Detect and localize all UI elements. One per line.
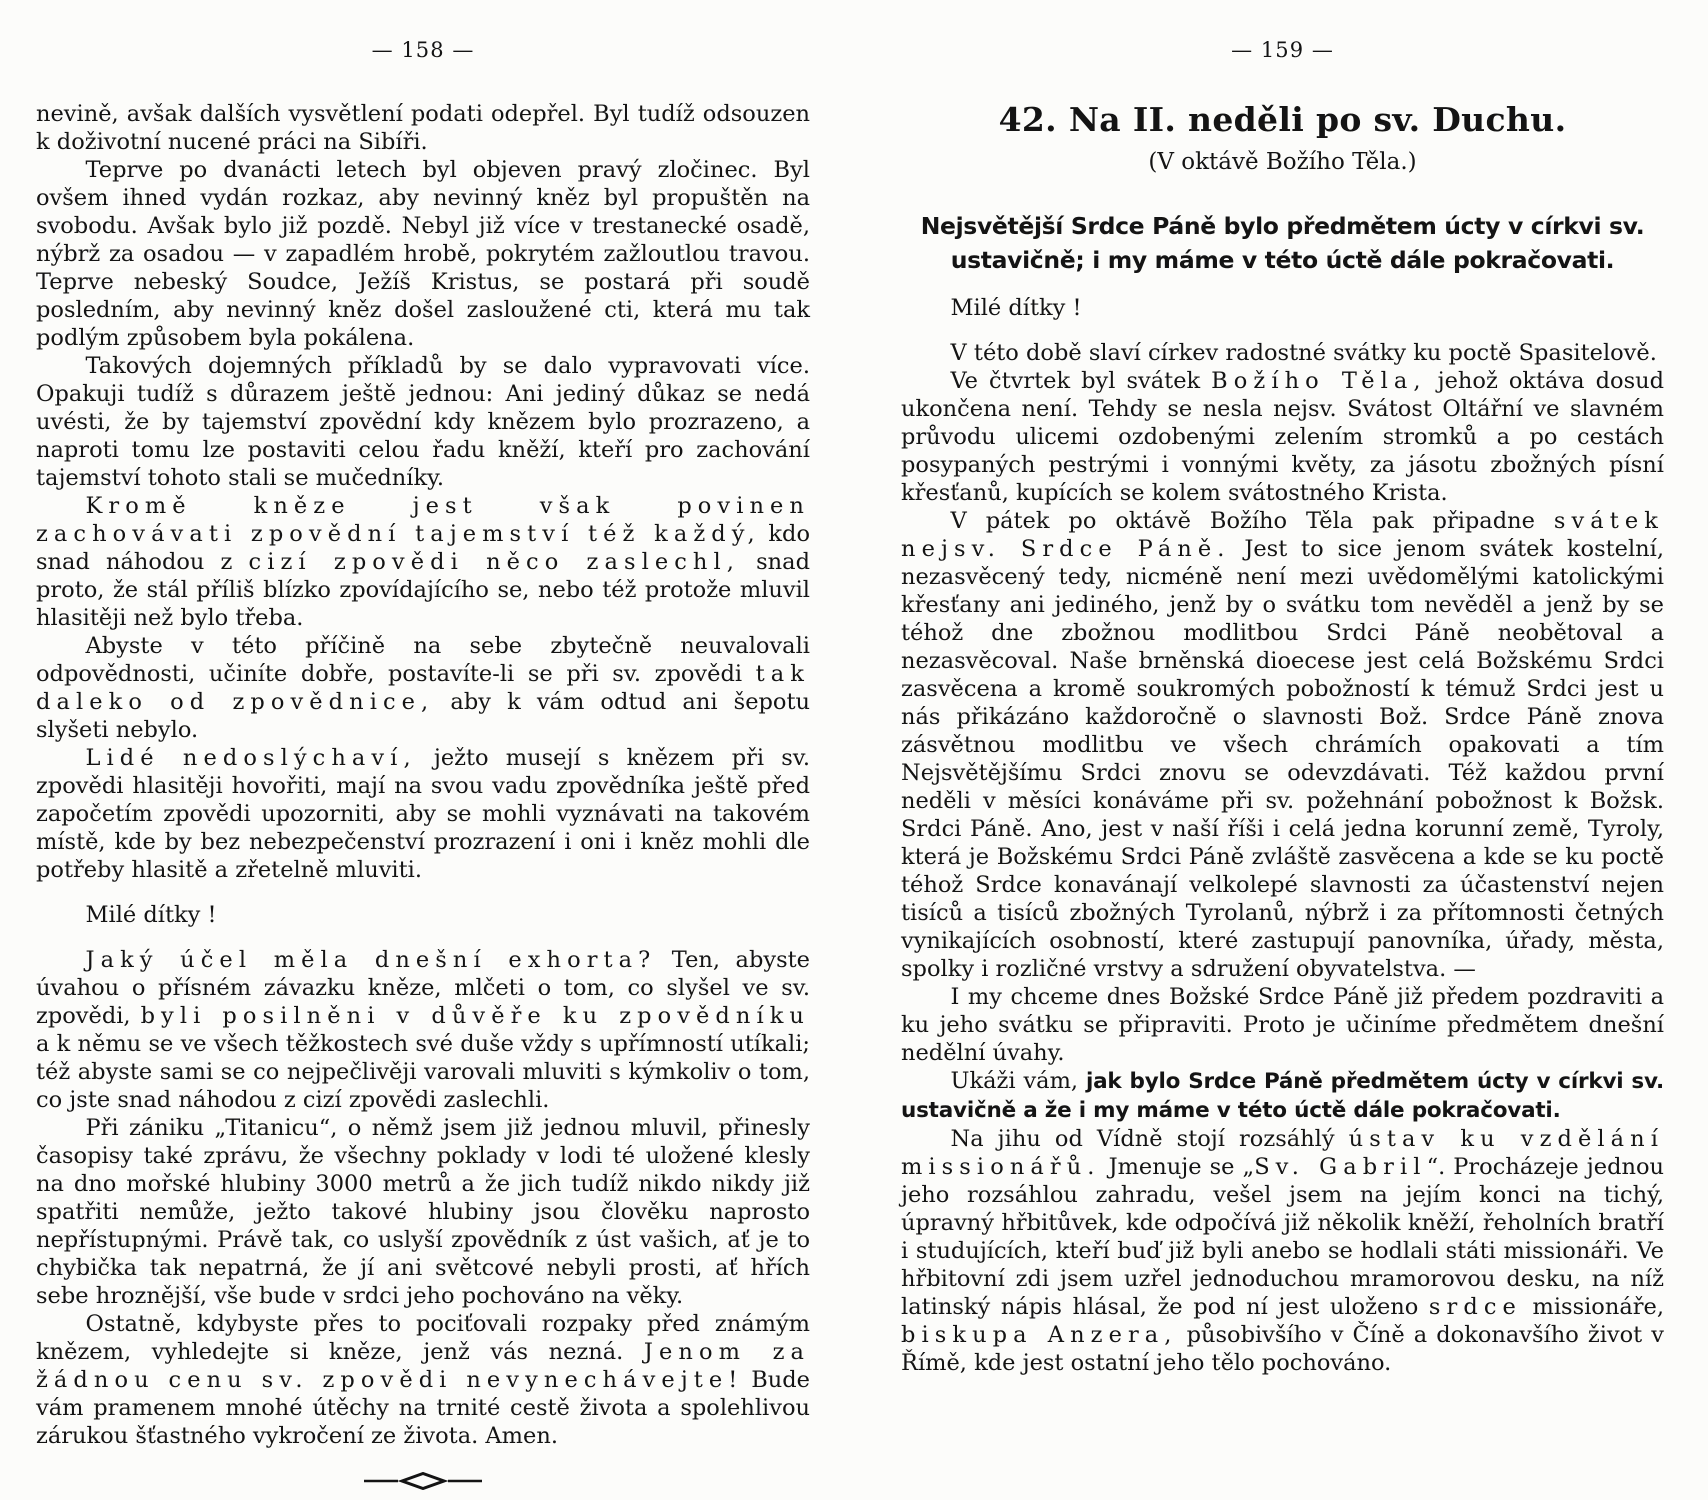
text-segment-spaced: Sv. Gabril [1254, 1154, 1427, 1180]
text-segment-normal: nevině, avšak dalších vysvětlení podati odepřel. Byl tudíž odsouzen k doživotní nucené práci na Sibíři. [36, 101, 810, 155]
paragraph [901, 367, 1664, 507]
thesis-heading-line-1: Nejsvětější Srdce Páně bylo předmětem úcty v církvi sv. [920, 212, 1645, 240]
page-159 [901, 38, 1664, 1377]
page-158 [36, 38, 810, 1494]
text-segment-spaced: Jaký účel měla dnešní exhorta? [85, 947, 657, 973]
text-segment-normal: Abyste v této příčině na sebe zbytečně neuvalovali odpovědnosti, učiníte dobře, postavíte-li se při sv. zpovědi [36, 633, 810, 687]
text-segment-spaced: tak daleko od zpovědnice, [36, 661, 810, 715]
text-segment-normal: missionáře, [1521, 1294, 1664, 1320]
text-segment-spaced: Kromě kněze jest však povinen zachovávati zpovědní tajemství též každý, [36, 493, 810, 547]
paragraph [36, 1114, 810, 1310]
text-segment-normal: Ve čtvrtek byl svátek [950, 368, 1212, 394]
text-segment-spaced: byli posilněni v důvěře ku zpovědníku [140, 1003, 810, 1029]
text-segment-normal: kdo snad náhodou z [36, 521, 810, 575]
text-segment-spaced: Lidé nedoslýchaví, [85, 745, 417, 771]
text-segment-normal: jehož oktáva dosud ukončena není. Tehdy se nesla nejsv. Svátost Oltářní ve slavném průvodu ulicemi ozdobenými zelením stromků a po cestách posypaných pestrými i vonnými květy, za jásotu zbožných písní křesťanů, kupících se kolem svátostného Krista. [901, 368, 1665, 506]
text-segment-spaced: cizí zpovědi něco zaslechl, [248, 549, 740, 575]
thesis-heading [901, 209, 1664, 277]
paragraph [36, 100, 810, 156]
page-number-159: — 159 — [1231, 38, 1334, 62]
paragraph [901, 1067, 1664, 1125]
text-segment-bold: jak bylo Srdce Páně předmětem úcty v církvi sv. ustavičně a že i my máme v této úctě dále pokračovati. [901, 1069, 1664, 1123]
text-segment-normal: Milé dítky ! [85, 902, 217, 928]
text-segment-spaced: Jenom za žádnou cenu sv. zpovědi nevynechávejte! [36, 1339, 811, 1393]
text-segment-spaced: srdce [1428, 1294, 1522, 1320]
text-segment-normal: snad proto, že stál příliš blízko zpovídajícího se, nebo též protože mluvil hlasitěji než bylo třeba. [36, 549, 810, 631]
text-segment-normal: Ten, abyste úvahou o přísném závazku kněze, mlčeti o tom, co slyšel ve sv. zpovědi, [36, 947, 810, 1029]
salutation-line [901, 294, 1664, 322]
text-segment-normal: Při zániku „Titanicu“, o němž jsem již jednou mluvil, přinesly časopisy také zprávu, že všechny poklady v lodi té uložené klesly na dno mořské hlubiny 3000 metrů a že jich tudíž nikdo nikdy již spatřiti nemůže, ježto takové hlubiny jsou člověku naprosto nepřístupnými. Právě tak, co uslyší zpovědník z úst vašich, ať je to chybička tak nepatrná, že jí ani světcové nebyli prosti, ať hřích sebe hroznější, vše bude v srdci jeho pochováno na věky. [36, 1115, 810, 1309]
text-segment-normal: aby k vám odtud ani šepotu slyšeti nebylo. [36, 689, 810, 743]
text-segment-normal: Bude vám pramenem mnohé útěchy na trnité cestě života a spolehlivou zárukou šťastného vykročení ze života. Amen. [36, 1367, 810, 1449]
text-segment-normal: ježto musejí s knězem při sv. zpovědi hlasitěji hovořiti, mají na svou vadu zpovědníka ještě před započetím zpovědi upozorniti, aby se mohli vyznávati na takovém místě, kde by bez nebezpečenství prozrazení i oni i kněz mohli dle potřeby hlasitě a zřetelně mluviti. [36, 745, 810, 883]
text-segment-normal: V této době slaví církev radostné svátky ku poctě Spasitelově. [950, 340, 1657, 366]
page-number-158: — 158 — [371, 38, 475, 62]
text-segment-normal: působivšího v Číně a dokonavšího život v Římě, kde jest ostatní jeho tělo pochováno. [901, 1322, 1664, 1376]
text-segment-normal: Na jihu od Vídně stojí rozsáhlý [950, 1126, 1349, 1152]
page-159-body [901, 294, 1664, 1377]
paragraph [36, 492, 810, 632]
text-segment-spaced: ústav ku vzdělání missionářů. [901, 1126, 1664, 1180]
text-segment-normal: I my chceme dnes Božské Srdce Páně již předem pozdraviti a ku jeho svátku se připraviti. Proto je učiníme předmětem dnešní nedělní úvahy. [901, 984, 1664, 1066]
text-segment-normal: Jmenuje se „ [1100, 1154, 1255, 1180]
paragraph [36, 352, 810, 492]
salutation-line [36, 901, 810, 929]
page-158-body [36, 100, 810, 1450]
chapter-subtitle: (V oktávě Božího Těla.) [1148, 149, 1417, 175]
text-segment-normal: Jest to sice jenom svátek kostelní, nezasvěcený tedy, nicméně není mezi uvědomělými katolickými křesťany ani jediného, jenž by o svátku tom nevěděl a jenž by se téhož dne zbožnou modlitbou Srdci Páně neobětoval a nezasvěcoval. Naše brněnská dioecese jest celá Božskému Srdci zasvěcena a kromě soukromých pobožností k témuž Srdci jest u nás přikázáno každoročně o slavnosti Bož. Srdce Páně znova zásvětnou modlitbu ve všech chrámích opakovati a tím Nejsvětějšímu Srdci znovu se odevzdávati. Též každou první neděli v měsíci konáváme při sv. požehnání pobožnost k Božsk. Srdci Páně. Ano, jest v naší říši i celá jedna korunní země, Tyroly, která je Božskému Srdci Páně zvláště zasvěcena a kde se ku poctě téhož Srdce konavánají velkolepé slavnosti za účastenství nejen tisíců a tisíců zbožných Tyrolanů, nýbrž i za přítomnosti četných vynikajících osobností, které zastupují panovníka, úřady, města, spolky i rozličné vrstvy a sdružení obyvatelstva. — [901, 536, 1665, 982]
text-segment-normal: Teprve po dvanácti letech byl objeven pravý zločinec. Byl ovšem ihned vydán rozkaz, aby nevinný kněz byl propuštěn na svobodu. Avšak bylo již pozdě. Nebyl již více v trestanecké osadě, nýbrž za osadou — v zapadlém hrobě, pokrytém zažloutlou travou. Teprve nebeský Soudce, Ježíš Kristus, se postará při soudě posledním, aby nevinný kněz došel zasloužené cti, která mu tak podlým způsobem byla pokálena. [36, 157, 810, 351]
text-segment-normal: Milé dítky ! [950, 295, 1082, 321]
section-end-ornament [36, 1472, 810, 1494]
paragraph [36, 156, 810, 352]
paragraph [36, 1310, 810, 1450]
paragraph [901, 1125, 1664, 1377]
diamond-rule-icon [364, 1472, 482, 1490]
text-segment-normal: Ukáži vám, [950, 1068, 1086, 1094]
paragraph [901, 339, 1664, 367]
text-segment-spaced: svátek nejsv. Srdce Páně. [901, 508, 1664, 562]
text-segment-normal: a k němu se ve všech těžkostech své duše vždy s upřímností utíkali; též abyste sami se co nejpečlivěji varovali mluviti s kýmkoliv o tom, co jste snad náhodou z cizí zpovědi zaslechli. [36, 1031, 810, 1113]
paragraph [36, 946, 810, 1114]
text-segment-normal: “. Procházeje jednou jeho rozsáhlou zahradu, vešel jsem na jejím konci na tichý, úpravný hřbitůvek, kde odpočívá již několik kněží, řeholních bratří i studujících, kteří buď již byli anebo se hodlali státi missionáři. Ve hřbitovní zdi jsem uzřel jednoduchou mramorovou desku, na níž latinský nápis hlásal, že pod ní jest uloženo [901, 1154, 1664, 1320]
text-segment-spaced: Božího Těla, [1211, 368, 1427, 394]
text-segment-normal: V pátek po oktávě Božího Těla pak připadne [950, 508, 1554, 534]
text-segment-spaced: biskupa Anzera, [901, 1322, 1178, 1348]
paragraph [901, 507, 1664, 983]
paragraph [36, 744, 810, 884]
text-segment-normal: Ostatně, kdybyste přes to pociťovali rozpaky před známým knězem, vyhledejte si kněze, jenž vás nezná. [36, 1311, 810, 1365]
chapter-title: 42. Na II. neděli po sv. Duchu. [998, 100, 1567, 139]
thesis-heading-line-2: ustavičně; i my máme v této úctě dále pokračovati. [950, 246, 1615, 274]
paragraph [901, 983, 1664, 1067]
text-segment-normal: Takových dojemných příkladů by se dalo vypravovati více. Opakuji tudíž s důrazem ještě jednou: Ani jediný důkaz se nedá uvésti, že by tajemství zpovědní kdy knězem bylo prozrazeno, a naproti tomu lze postaviti celou řadu kněží, kteří pro zachování tajemství tohoto stali se mučedníky. [36, 353, 810, 491]
paragraph [36, 632, 810, 744]
